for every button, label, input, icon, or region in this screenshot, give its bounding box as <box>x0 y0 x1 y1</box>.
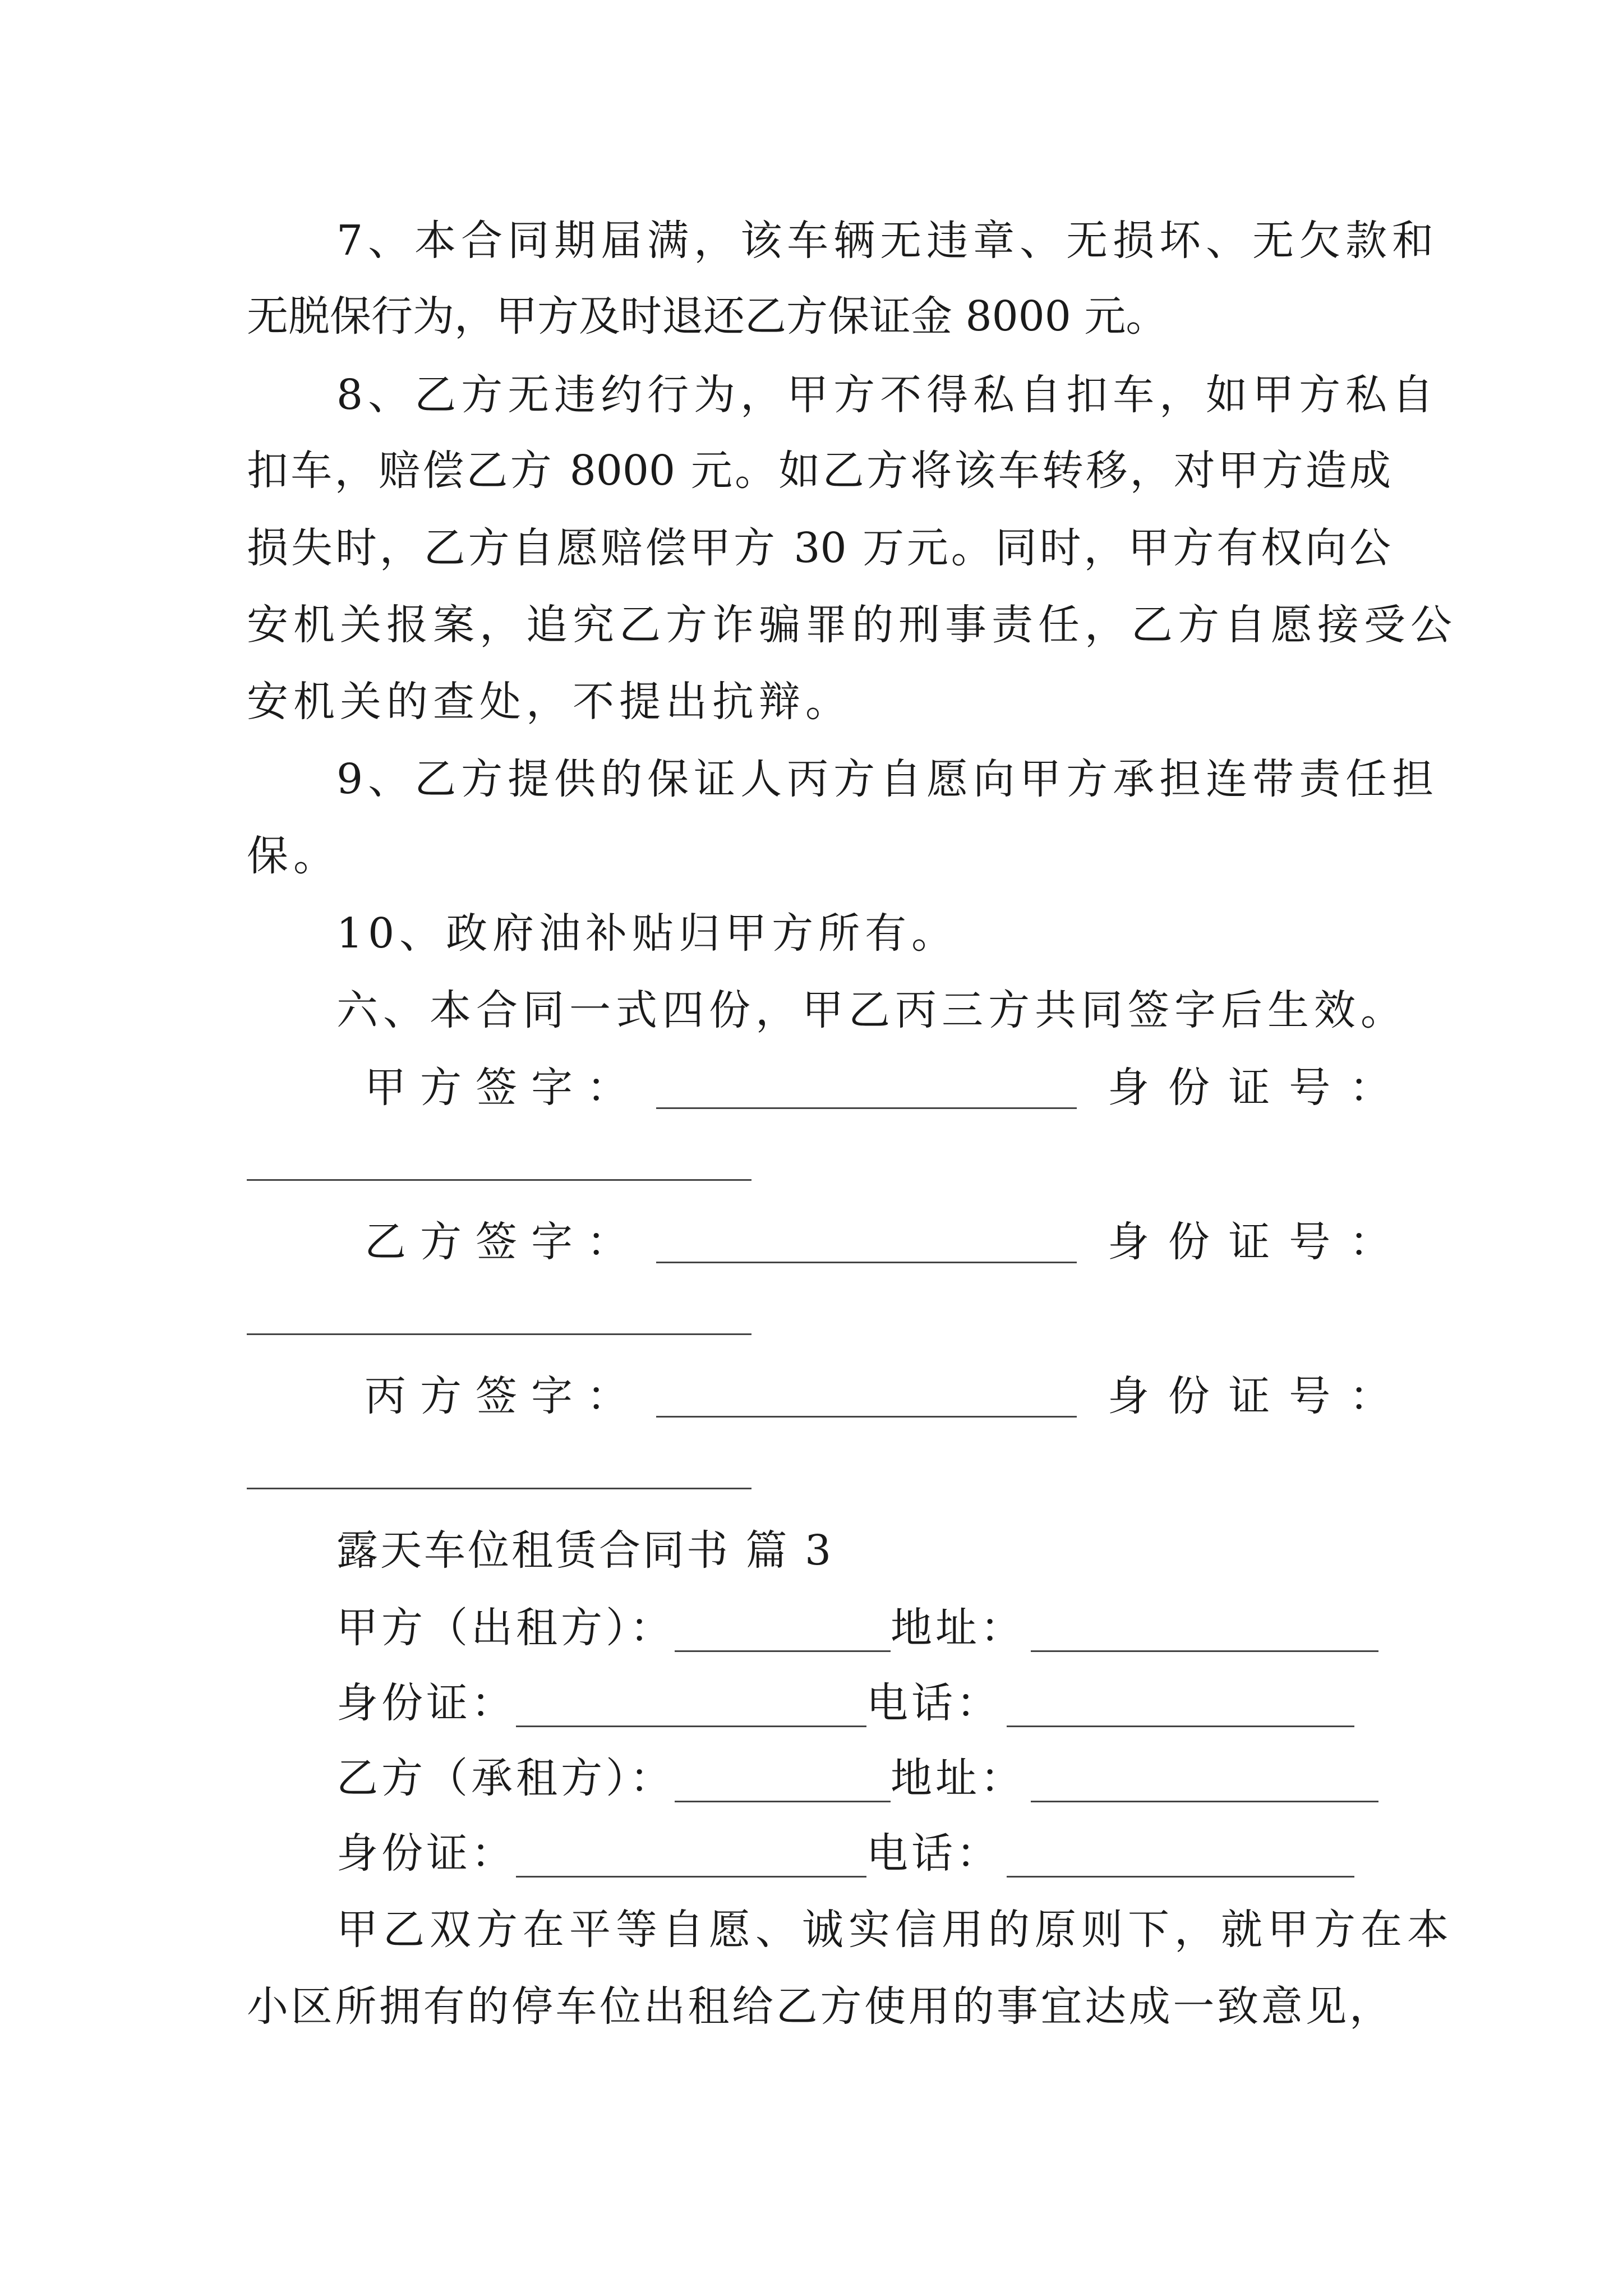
clause-8-line-4: 安机关报案，追究乙方诈骗罪的刑事责任，乙方自愿接受公 <box>247 601 1457 649</box>
label-char: 号 <box>1289 1218 1331 1266</box>
label-char: 方 <box>420 1218 462 1266</box>
label-char: ： <box>1349 1372 1391 1420</box>
clause-7-line-2: 无脱保行为，甲方及时退还乙方保证金 8000 元。 <box>247 292 1168 341</box>
id-number-blank-party-b <box>247 1333 751 1335</box>
id-number-label <box>1108 1372 1391 1420</box>
address-label: 地址： <box>891 1604 1025 1652</box>
address-blank <box>1031 1800 1378 1802</box>
clause-10: 10、政府油补贴归甲方所有。 <box>336 909 958 958</box>
clause-six: 六、本合同一式四份，甲乙丙三方共同签字后生效。 <box>336 986 1407 1034</box>
clause-9-line-1: 9、乙方提供的保证人丙方自愿向甲方承担连带责任担 <box>336 755 1439 803</box>
signature-label <box>365 1372 628 1420</box>
label-char: 签 <box>476 1372 517 1420</box>
signature-blank <box>656 1107 1077 1109</box>
label-char: 证 <box>1228 1372 1270 1420</box>
lessee-label: 乙方（承租方）： <box>336 1754 675 1802</box>
id-phone-row-2 <box>336 1829 1354 1883</box>
id-phone-row-1 <box>336 1679 1354 1733</box>
clause-8-line-1: 8、乙方无违约行为，甲方不得私自扣车，如甲方私自 <box>336 371 1439 419</box>
label-char: 号 <box>1289 1064 1331 1112</box>
id-number-blank-party-a <box>247 1179 751 1181</box>
label-char: 身 <box>1108 1064 1149 1112</box>
label-char: 字 <box>531 1064 573 1112</box>
phone-label: 电话： <box>866 1679 1001 1727</box>
id-blank <box>516 1725 866 1727</box>
label-char: 份 <box>1168 1218 1210 1266</box>
label-char: 乙 <box>365 1218 406 1266</box>
lessee-row <box>336 1754 1378 1808</box>
section-title: 露天车位租赁合同书 篇 3 <box>336 1526 834 1575</box>
label-char: 方 <box>420 1064 462 1112</box>
label-char: 签 <box>476 1064 517 1112</box>
id-label: 身份证： <box>336 1679 516 1727</box>
label-char: ： <box>587 1372 628 1420</box>
signature-blank <box>656 1416 1077 1418</box>
id-number-label <box>1108 1218 1391 1266</box>
phone-label: 电话： <box>866 1829 1001 1878</box>
label-char: 证 <box>1228 1218 1270 1266</box>
lessor-row <box>336 1604 1378 1658</box>
phone-blank <box>1007 1875 1354 1878</box>
label-char: 身 <box>1108 1218 1149 1266</box>
clause-8-line-2: 扣车，赔偿乙方 8000 元。如乙方将该车转移，对甲方造成 <box>247 447 1391 495</box>
lessee-blank <box>675 1800 891 1802</box>
phone-blank <box>1007 1725 1354 1727</box>
lessor-blank <box>675 1650 891 1652</box>
id-number-blank-party-c <box>247 1488 751 1489</box>
signature-blank <box>656 1262 1077 1263</box>
clause-7-line-1: 7、本合同期届满，该车辆无违章、无损坏、无欠款和 <box>336 217 1439 265</box>
address-label: 地址： <box>891 1754 1025 1802</box>
label-char: 证 <box>1228 1064 1270 1112</box>
signature-label <box>365 1218 628 1266</box>
clause-9-line-2: 保。 <box>247 832 340 880</box>
label-char: 号 <box>1289 1372 1331 1420</box>
closing-line-2: 小区所拥有的停车位出租给乙方使用的事宜达成一致意见， <box>247 1982 1391 2031</box>
label-char: 身 <box>1108 1372 1149 1420</box>
label-char: 丙 <box>365 1372 406 1420</box>
label-char: ： <box>587 1064 628 1112</box>
signature-row-party-b <box>365 1218 1391 1272</box>
signature-row-party-c <box>365 1372 1391 1426</box>
label-char: ： <box>1349 1064 1391 1112</box>
lessor-label: 甲方（出租方）： <box>336 1604 675 1652</box>
label-char: 字 <box>531 1372 573 1420</box>
label-char: 份 <box>1168 1372 1210 1420</box>
signature-row-party-a <box>365 1064 1391 1117</box>
id-blank <box>516 1875 866 1878</box>
address-blank <box>1031 1650 1378 1652</box>
signature-label <box>365 1064 628 1112</box>
label-char: 甲 <box>365 1064 406 1112</box>
label-char: 签 <box>476 1218 517 1266</box>
label-char: ： <box>587 1218 628 1266</box>
label-char: 字 <box>531 1218 573 1266</box>
id-label: 身份证： <box>336 1829 516 1878</box>
closing-line-1: 甲乙双方在平等自愿、诚实信用的原则下，就甲方在本 <box>336 1906 1454 1954</box>
label-char: 方 <box>420 1372 462 1420</box>
clause-8-line-3: 损失时，乙方自愿赔偿甲方 30 万元。同时，甲方有权向公 <box>247 524 1391 572</box>
clause-8-line-5: 安机关的查处，不提出抗辩。 <box>247 678 852 726</box>
id-number-label <box>1108 1064 1391 1112</box>
label-char: 份 <box>1168 1064 1210 1112</box>
label-char: ： <box>1349 1218 1391 1266</box>
